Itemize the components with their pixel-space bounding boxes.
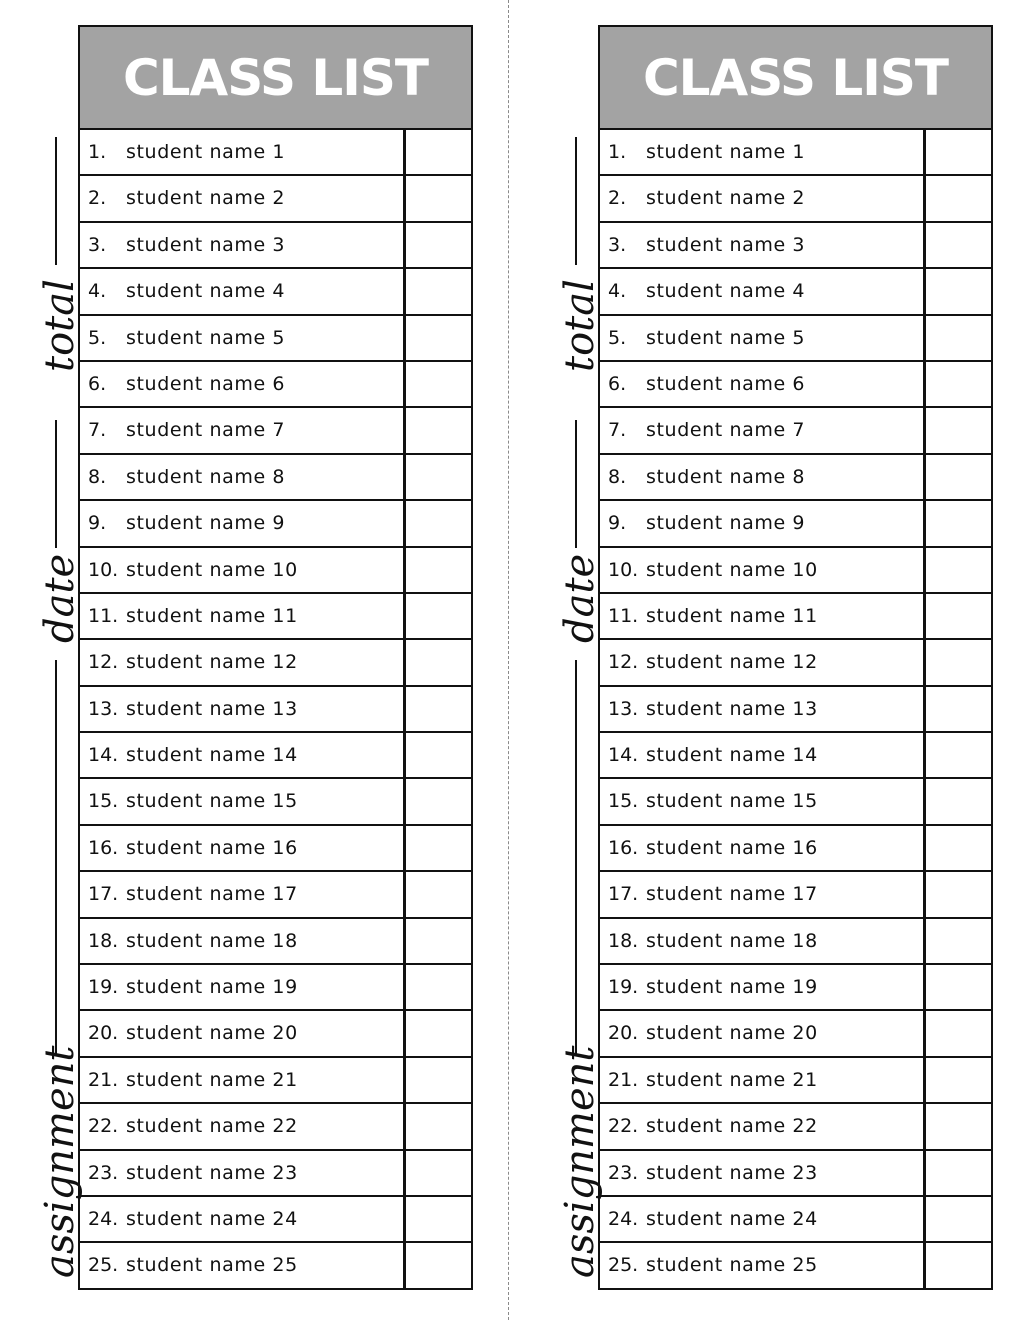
student-row [600,360,991,406]
student-name: student name 14 [126,744,298,767]
student-number: 24. [608,1207,639,1230]
check-box[interactable] [923,176,991,220]
check-box[interactable] [923,1197,991,1241]
student-number: 21. [608,1068,639,1091]
student-row [600,731,991,777]
check-box[interactable] [403,269,471,313]
student-row [80,1241,471,1287]
student-name: student name 16 [126,836,298,859]
student-row [80,963,471,1009]
student-table [598,128,993,1290]
student-number: 20. [608,1022,639,1045]
student-name: student name 10 [646,558,818,581]
student-row [600,777,991,823]
check-box[interactable] [403,826,471,870]
check-box[interactable] [403,1151,471,1195]
student-name: student name 12 [646,651,818,674]
student-number: 2. [608,187,627,210]
student-row [600,963,991,1009]
student-number: 3. [608,233,627,256]
student-number: 7. [88,419,107,442]
student-number: 11. [608,604,639,627]
student-number: 4. [608,280,627,303]
student-table [78,128,473,1290]
student-row [80,499,471,545]
student-name: student name 25 [126,1254,298,1277]
student-name: student name 6 [646,372,806,395]
student-number: 15. [88,790,119,813]
check-box[interactable] [403,362,471,406]
student-row [80,592,471,638]
check-box[interactable] [403,548,471,592]
student-row [80,406,471,452]
student-number: 9. [608,512,627,535]
total-label: total [557,279,603,372]
student-name: student name 14 [646,744,818,767]
student-row [600,314,991,360]
student-name: student name 7 [646,419,806,442]
check-box[interactable] [403,176,471,220]
date-label: date [37,553,83,643]
student-name: student name 1 [646,141,806,163]
total-write-line [575,137,577,265]
student-name: student name 21 [646,1068,818,1091]
check-box[interactable] [923,1151,991,1195]
student-name: student name 13 [646,697,818,720]
student-name: student name 8 [126,465,286,488]
student-number: 1. [608,141,627,163]
student-number: 12. [88,651,119,674]
student-row [80,314,471,360]
check-box[interactable] [403,733,471,777]
check-box[interactable] [403,594,471,638]
check-box[interactable] [923,362,991,406]
student-row [600,453,991,499]
check-box[interactable] [403,1104,471,1148]
student-number: 13. [88,697,119,720]
student-row [600,1009,991,1055]
student-row [600,1102,991,1148]
student-number: 3. [88,233,107,256]
student-row [600,685,991,731]
check-box[interactable] [923,1011,991,1055]
student-row [80,174,471,220]
side-labels-left [0,0,83,1320]
student-number: 2. [88,187,107,210]
total-write-line [55,137,57,265]
student-row [600,1241,991,1287]
class-list-header [78,25,473,130]
student-row [80,638,471,684]
check-box[interactable] [923,919,991,963]
class-list-title: CLASS LIST [122,48,428,107]
check-box[interactable] [923,316,991,360]
check-box[interactable] [403,919,471,963]
student-row [600,1056,991,1102]
student-row [80,453,471,499]
student-name: student name 11 [126,604,298,627]
assignment-write-line [575,660,577,1056]
student-row [80,824,471,870]
check-box[interactable] [923,687,991,731]
check-box[interactable] [923,1058,991,1102]
student-row [80,1149,471,1195]
check-box[interactable] [923,548,991,592]
student-row [600,546,991,592]
student-row [600,128,991,174]
student-name: student name 17 [646,883,818,906]
student-number: 1. [88,141,107,163]
student-row [600,638,991,684]
student-name: student name 5 [126,326,286,349]
student-number: 15. [608,790,639,813]
student-row [80,1009,471,1055]
assignment-label: assignment [557,1045,603,1278]
student-row [80,1195,471,1241]
student-name: student name 17 [126,883,298,906]
check-box[interactable] [403,640,471,684]
student-row [600,174,991,220]
student-number: 24. [88,1207,119,1230]
student-number: 19. [88,976,119,999]
student-name: student name 23 [646,1161,818,1184]
check-box[interactable] [923,501,991,545]
student-name: student name 9 [646,512,806,535]
student-number: 10. [88,558,119,581]
student-name: student name 13 [126,697,298,720]
student-row [80,221,471,267]
check-box[interactable] [923,455,991,499]
student-row [80,685,471,731]
side-labels-right [520,0,603,1320]
student-row [80,128,471,174]
student-number: 17. [88,883,119,906]
student-name: student name 6 [126,372,286,395]
date-label: date [557,553,603,643]
student-number: 6. [608,372,627,395]
check-box[interactable] [923,733,991,777]
check-box[interactable] [403,1243,471,1287]
student-number: 18. [88,929,119,952]
student-name: student name 9 [126,512,286,535]
student-number: 11. [88,604,119,627]
student-row [80,870,471,916]
check-box[interactable] [923,1104,991,1148]
check-box[interactable] [923,269,991,313]
class-list-header [598,25,993,130]
student-row [600,406,991,452]
student-number: 7. [608,419,627,442]
student-number: 22. [88,1115,119,1138]
student-row [600,592,991,638]
student-number: 5. [88,326,107,349]
student-name: student name 2 [646,187,806,210]
check-box[interactable] [403,779,471,823]
student-name: student name 4 [126,280,286,303]
check-box[interactable] [403,872,471,916]
student-name: student name 1 [126,141,286,163]
student-number: 14. [608,744,639,767]
student-row [80,1102,471,1148]
check-box[interactable] [403,687,471,731]
student-number: 10. [608,558,639,581]
check-box[interactable] [403,408,471,452]
total-label: total [37,279,83,372]
check-box[interactable] [923,1243,991,1287]
check-box[interactable] [403,223,471,267]
student-number: 22. [608,1115,639,1138]
student-name: student name 16 [646,836,818,859]
student-name: student name 8 [646,465,806,488]
student-row [600,917,991,963]
student-name: student name 11 [646,604,818,627]
student-name: student name 10 [126,558,298,581]
date-write-line [55,420,57,548]
student-name: student name 4 [646,280,806,303]
check-box[interactable] [403,1011,471,1055]
check-box[interactable] [923,130,991,174]
student-name: student name 20 [126,1022,298,1045]
date-write-line [575,420,577,548]
student-name: student name 22 [126,1115,298,1138]
student-name: student name 7 [126,419,286,442]
student-row [80,777,471,823]
student-number: 16. [88,836,119,859]
student-number: 6. [88,372,107,395]
student-number: 25. [88,1254,119,1277]
student-row [80,731,471,777]
student-row [80,546,471,592]
student-name: student name 20 [646,1022,818,1045]
check-box[interactable] [403,1058,471,1102]
student-name: student name 25 [646,1254,818,1277]
student-number: 23. [608,1161,639,1184]
student-row [600,221,991,267]
student-name: student name 23 [126,1161,298,1184]
student-row [600,499,991,545]
student-name: student name 3 [126,233,286,256]
student-name: student name 19 [646,976,818,999]
student-number: 25. [608,1254,639,1277]
student-number: 20. [88,1022,119,1045]
student-number: 4. [88,280,107,303]
student-name: student name 18 [126,929,298,952]
check-box[interactable] [403,455,471,499]
student-name: student name 5 [646,326,806,349]
student-number: 8. [88,465,107,488]
student-row [80,917,471,963]
check-box[interactable] [923,965,991,1009]
student-number: 17. [608,883,639,906]
student-number: 21. [88,1068,119,1091]
student-number: 13. [608,697,639,720]
check-box[interactable] [923,408,991,452]
class-list-title: CLASS LIST [642,48,948,107]
check-box[interactable] [403,965,471,1009]
student-name: student name 22 [646,1115,818,1138]
student-row [80,267,471,313]
student-number: 18. [608,929,639,952]
student-number: 8. [608,465,627,488]
check-box[interactable] [923,779,991,823]
check-box[interactable] [923,594,991,638]
student-name: student name 21 [126,1068,298,1091]
student-number: 19. [608,976,639,999]
check-box[interactable] [923,223,991,267]
student-name: student name 2 [126,187,286,210]
student-row [600,1149,991,1195]
student-number: 23. [88,1161,119,1184]
student-name: student name 19 [126,976,298,999]
check-box[interactable] [923,826,991,870]
check-box[interactable] [923,872,991,916]
student-row [600,824,991,870]
student-name: student name 18 [646,929,818,952]
student-name: student name 24 [646,1207,818,1230]
student-row [600,1195,991,1241]
cut-line-divider [508,0,509,1320]
student-row [600,870,991,916]
student-name: student name 12 [126,651,298,674]
student-number: 9. [88,512,107,535]
check-box[interactable] [403,501,471,545]
assignment-label: assignment [37,1045,83,1278]
check-box[interactable] [923,640,991,684]
assignment-write-line [55,660,57,1056]
student-row [600,267,991,313]
check-box[interactable] [403,316,471,360]
student-number: 16. [608,836,639,859]
student-name: student name 3 [646,233,806,256]
student-row [80,360,471,406]
student-name: student name 15 [646,790,818,813]
check-box[interactable] [403,1197,471,1241]
check-box[interactable] [403,130,471,174]
student-number: 5. [608,326,627,349]
student-name: student name 24 [126,1207,298,1230]
student-number: 12. [608,651,639,674]
student-name: student name 15 [126,790,298,813]
student-number: 14. [88,744,119,767]
student-row [80,1056,471,1102]
